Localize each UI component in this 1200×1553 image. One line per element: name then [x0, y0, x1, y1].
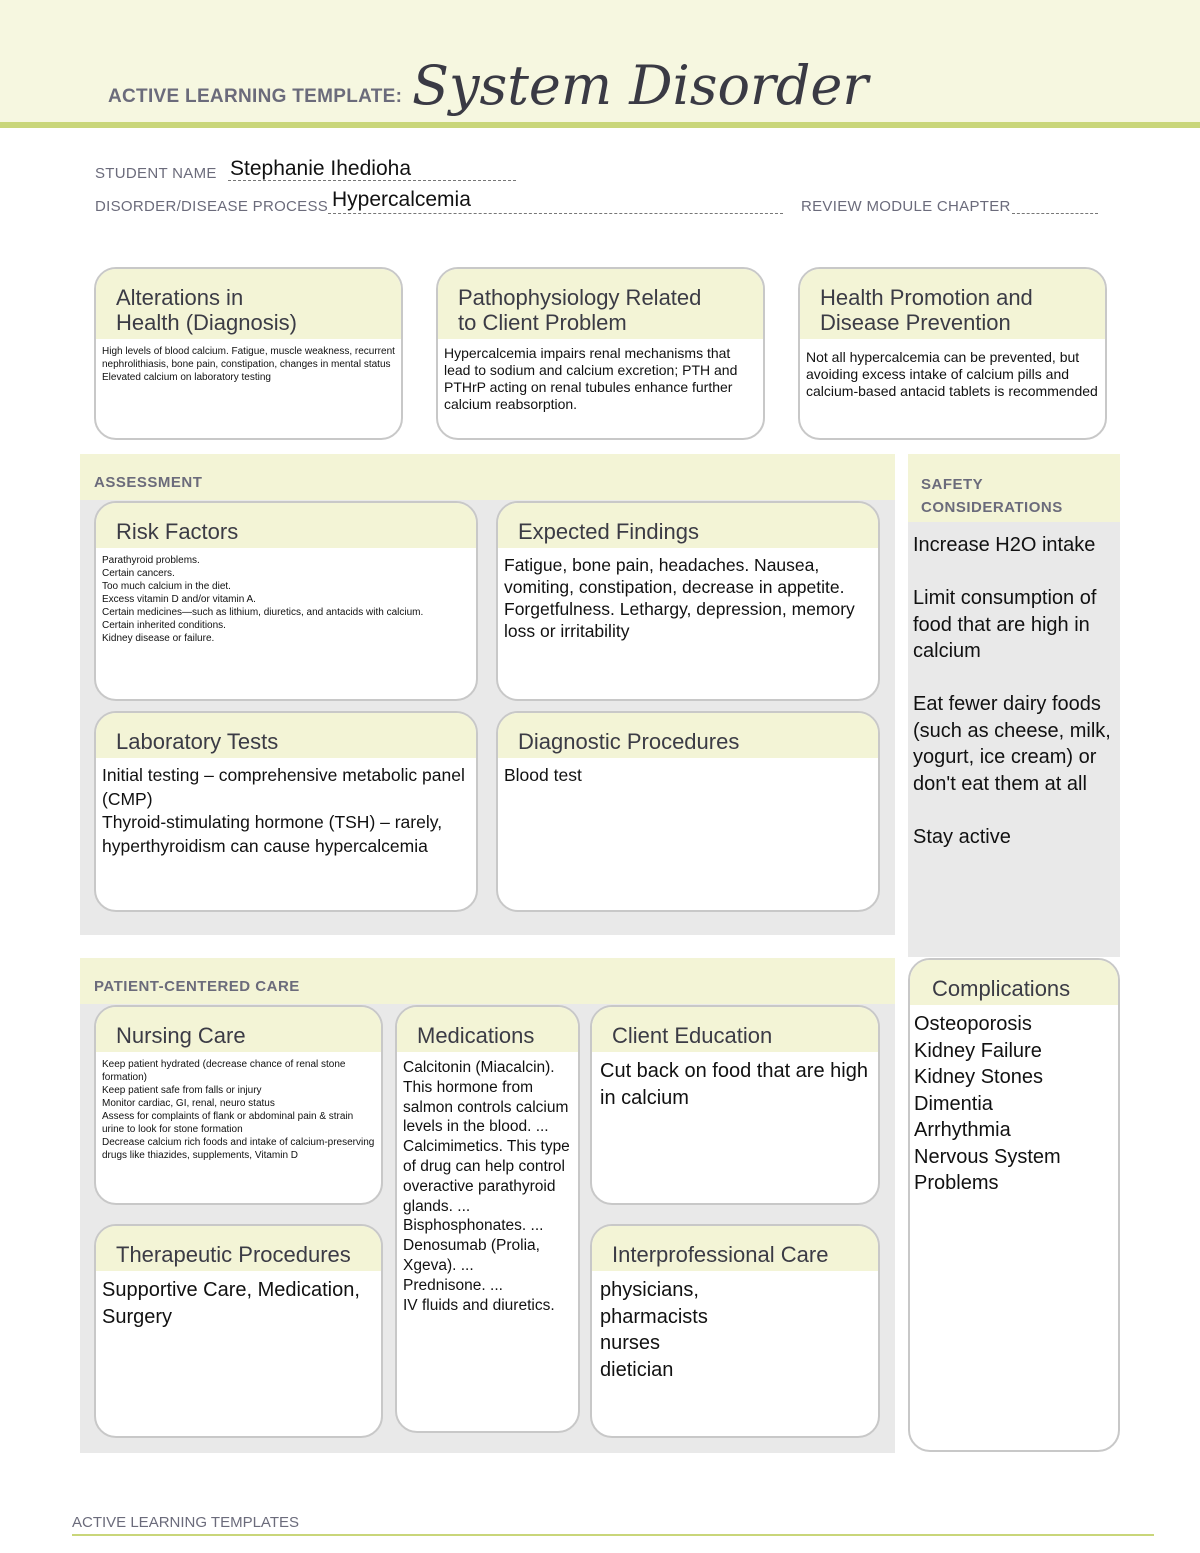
health-promotion-title: Health Promotion and Disease Prevention — [800, 269, 1105, 339]
diagnostic-procedures-text[interactable]: Blood test — [504, 765, 582, 785]
student-name-value[interactable]: Stephanie Ihedioha — [230, 157, 411, 180]
safety-text[interactable]: Increase H2O intake Limit consumption of food that are high in calcium Eat fewer dairy foods (such as cheese, milk, yogurt, ice cream) or don't eat them at all Stay active — [913, 534, 1111, 848]
disorder-value[interactable]: Hypercalcemia — [332, 188, 471, 211]
alterations-text[interactable]: High levels of blood calcium. Fatigue, muscle weakness, recurrent nephrolithiasis, bone pain, constipation, changes in mental status Elevated calcium on laboratory testing — [102, 346, 395, 383]
laboratory-tests-title: Laboratory Tests — [96, 713, 476, 758]
medications-box — [395, 1005, 580, 1433]
pathophysiology-title: Pathophysiology Related to Client Problem — [438, 269, 763, 339]
client-education-text[interactable]: Cut back on food that are high in calcium — [600, 1060, 868, 1109]
review-module-underline — [1012, 213, 1098, 214]
interprofessional-care-box — [590, 1224, 880, 1438]
interprofessional-care-title: Interprofessional Care — [592, 1226, 878, 1271]
health-promotion-box — [798, 267, 1107, 440]
therapeutic-procedures-text[interactable]: Supportive Care, Medication, Surgery — [102, 1279, 360, 1328]
laboratory-tests-box — [94, 711, 478, 912]
interprofessional-care-text[interactable]: physicians, pharmacists nurses dietician — [600, 1279, 708, 1381]
risk-factors-box — [94, 501, 478, 701]
alterations-title: Alterations in Health (Diagnosis) — [96, 269, 401, 339]
medications-title: Medications — [397, 1007, 578, 1052]
diagnostic-procedures-title: Diagnostic Procedures — [498, 713, 878, 758]
nursing-care-text[interactable]: Keep patient hydrated (decrease chance of renal stone formation) Keep patient safe from falls or injury Monitor cardiac, GI, renal, neuro status Assess for complaints of flank or abdominal pain & strain urine to look for stone formation Decrease calcium rich foods and intake of calcium-preserving drugs like thiazides, supplements, Vitamin D — [102, 1059, 375, 1161]
expected-findings-text[interactable]: Fatigue, bone pain, headaches. Nausea, vomiting, constipation, decrease in appetite. Forgetfulness. Lethargy, depression, memory loss or irritability — [504, 555, 855, 641]
risk-factors-text[interactable]: Parathyroid problems. Certain cancers. Too much calcium in the diet. Excess vitamin D and/or vitamin A. Certain medicines—such as lithium, diuretics, and antacids with calcium. Certain inherited conditions. Kidney disease or failure. — [102, 555, 424, 644]
laboratory-tests-text[interactable]: Initial testing – comprehensive metabolic panel (CMP) Thyroid-stimulating hormone (TSH) – rarely, hyperthyroidism can cause hypercalcemia — [102, 765, 465, 856]
complications-title: Complications — [910, 960, 1118, 1005]
expected-findings-title: Expected Findings — [498, 503, 878, 548]
disorder-label: DISORDER/DISEASE PROCESS — [95, 198, 329, 215]
health-promotion-text[interactable]: Not all hypercalcemia can be prevented, but avoiding excess intake of calcium pills and calcium-based antacid tablets is recommended — [806, 349, 1098, 399]
nursing-care-title: Nursing Care — [96, 1007, 381, 1052]
nursing-care-box — [94, 1005, 383, 1205]
pathophysiology-text[interactable]: Hypercalcemia impairs renal mechanisms that lead to sodium and calcium excretion; PTH and PTHrP acting on renal tubules enhance further calcium reabsorption. — [444, 345, 738, 412]
template-title: System Disorder — [412, 54, 869, 117]
disorder-underline — [328, 213, 783, 214]
risk-factors-title: Risk Factors — [96, 503, 476, 548]
complications-text[interactable]: Osteoporosis Kidney Failure Kidney Stones Dimentia Arrhythmia Nervous System Problems — [914, 1013, 1061, 1194]
safety-label: SAFETY CONSIDERATIONS — [921, 476, 1063, 516]
footer-text: ACTIVE LEARNING TEMPLATES — [72, 1514, 299, 1531]
pathophysiology-box — [436, 267, 765, 440]
diagnostic-procedures-box — [496, 711, 880, 912]
medications-text[interactable]: Calcitonin (Miacalcin). This hormone from salmon controls calcium levels in the blood. ... Calcimimetics. This type of drug can help control overactive parathyroid glands. ... Bisphosphonates. ... Denosumab (Prolia, Xgeva). ... Prednisone. ... IV fluids and diuretics. — [403, 1059, 570, 1314]
header-rule — [0, 122, 1200, 128]
client-education-box — [590, 1005, 880, 1205]
therapeutic-procedures-title: Therapeutic Procedures — [96, 1226, 381, 1271]
complications-box — [908, 958, 1120, 1452]
patient-care-label: PATIENT-CENTERED CARE — [94, 978, 300, 995]
student-name-label: STUDENT NAME — [95, 165, 217, 182]
assessment-label: ASSESSMENT — [94, 474, 203, 491]
review-module-label: REVIEW MODULE CHAPTER — [801, 198, 1011, 215]
therapeutic-procedures-box — [94, 1224, 383, 1438]
footer-rule — [72, 1534, 1154, 1536]
expected-findings-box — [496, 501, 880, 701]
client-education-title: Client Education — [592, 1007, 878, 1052]
alterations-box — [94, 267, 403, 440]
template-label: ACTIVE LEARNING TEMPLATE: — [108, 86, 403, 107]
